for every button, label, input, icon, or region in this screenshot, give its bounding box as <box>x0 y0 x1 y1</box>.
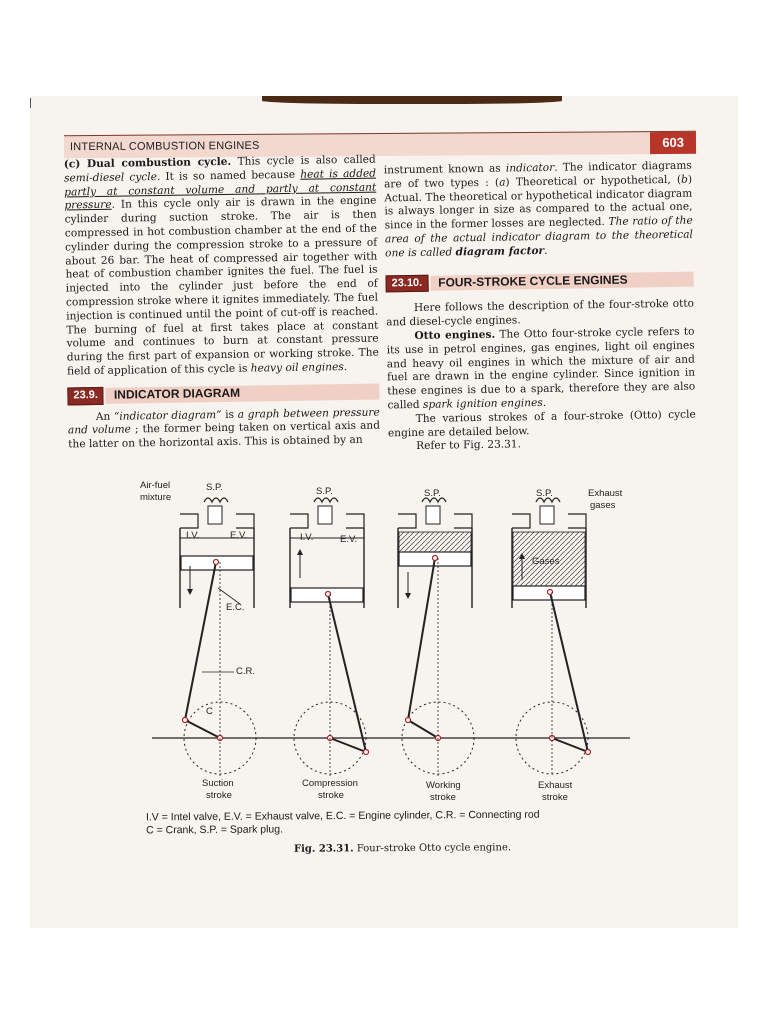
left-column <box>64 154 381 453</box>
exhaust-port <box>568 514 586 528</box>
intake-valve-label: I.V. <box>186 530 200 541</box>
figure-reference: Refer to Fig. 23.31. <box>416 438 522 453</box>
engine-cylinder-label: E.C. <box>226 602 245 613</box>
section-number: 23.10. <box>385 274 428 292</box>
stroke-name: Compression <box>302 778 358 789</box>
spark-plug <box>426 506 440 524</box>
dual-cycle-label: (c) Dual combustion cycle. <box>63 155 232 171</box>
engine-working <box>398 498 474 776</box>
spark-plug <box>540 506 554 524</box>
figure-caption-label: Fig. 23.31. <box>293 843 354 855</box>
intake-valve-label: I.V. <box>300 532 314 543</box>
figure-caption <box>294 842 511 855</box>
stroke-name: stroke <box>542 792 568 803</box>
crank-pin <box>406 718 411 723</box>
exhaust-port <box>236 514 254 528</box>
intake-port <box>398 514 416 528</box>
combustion-mixture <box>399 532 471 552</box>
strokes-intro-paragraph: The various strokes of a four-stroke (Otto) cycle engine are detailed below. <box>387 408 696 439</box>
air-fuel-label: Air-fuel <box>140 480 171 491</box>
indicator-continued-paragraph: instrument known as indicator. The indicator diagrams are of two types : (a) Theoretical or hypothetical, (b) Actual. The theoretical or hypothetical indicator diagram is always longer in size as compared to the actual one, since in the former losses are neglected. The ratio of the area of the actual indicator diagram to the theoretical one is called diagram factor. <box>383 159 693 260</box>
crank-arm <box>185 720 220 738</box>
section-title: FOUR-STROKE CYCLE ENGINES <box>430 271 694 291</box>
legend-line: C = Crank, S.P. = Spark plug. <box>146 823 284 837</box>
intake-port <box>290 514 308 528</box>
stroke-name: stroke <box>318 790 344 801</box>
book-binding <box>262 96 562 104</box>
spark-plug <box>318 506 332 524</box>
crank-arm <box>552 738 588 752</box>
margin-mark <box>30 98 31 108</box>
stroke-name: stroke <box>206 790 232 801</box>
exhaust-gases-label: Exhaust <box>588 488 623 499</box>
figure-legend <box>146 809 540 838</box>
four-stroke-engine-figure <box>140 476 640 806</box>
indicator-paragraph: An “indicator diagram” is a graph between pressure and volume ; the former being taken on vertical axis and the latter on the horizontal axis. This is obtained by an <box>67 406 381 451</box>
connecting-rod <box>408 558 435 720</box>
page-number: 603 <box>650 132 696 154</box>
gudgeon-pin <box>214 560 219 565</box>
otto-engines-paragraph: Otto engines. The Otto four-stroke cycle refers to its use in petrol engines, gas engines, light oil engines and heavy oil engines in which the mixture of air and fuel are drawn in the engine cylinder. Since ignition in these engines is due to a spark, therefore they are also called spark ignition engines. <box>386 325 696 412</box>
crank-pin <box>183 718 188 723</box>
connecting-rod <box>328 594 366 752</box>
stroke-name: Working <box>426 780 461 791</box>
four-stroke-diagram <box>140 476 640 806</box>
stroke-name: Exhaust <box>538 780 573 791</box>
exhaust-gases-label: gases <box>590 500 616 511</box>
spark-plug-label: S.P. <box>206 482 223 493</box>
stroke-name: Suction <box>202 778 234 789</box>
crank-pin <box>364 750 369 755</box>
section-number: 23.9. <box>67 387 104 405</box>
dual-combustion-paragraph: (c) Dual combustion cycle. This cycle is also called semi-diesel cycle. It is so named because heat is added partly at constant volume and partly at constant pressure. In this cycle only air is drawn in the engine cylinder during suction stroke. The air is then compressed in hot combustion chamber at the end of the cylinder during the compression stroke to a pressure of about 26 bar. The heat of compressed air together with heat of combustion chamber ignites the fuel. The fuel is injected into the cylinder just before the end of compression stroke where it ignites immediately. The fuel injection is continued until the point of cut-off is reached. The burning of fuel at first takes place at constant volume and continues to burn at constant pressure during the first part of expansion or working stroke. The field of application of this cycle is heavy oil engines. <box>63 153 379 378</box>
four-stroke-intro-paragraph: Here follows the description of the four-stroke otto and diesel-cycle engines. <box>386 297 695 329</box>
spark-plug-label: S.P. <box>316 486 333 497</box>
gudgeon-pin <box>433 556 438 561</box>
crank-pin <box>586 750 591 755</box>
legend-line: I.V = Intel valve, E.V. = Exhaust valve, E.C. = Engine cylinder, C.R. = Connecting rod <box>145 808 540 824</box>
figure-caption-text: Four-stroke Otto cycle engine. <box>353 842 512 855</box>
gases-label: Gases <box>532 556 560 567</box>
page-header <box>64 131 696 158</box>
exhaust-port <box>454 514 472 528</box>
intake-port <box>180 514 198 528</box>
exhaust-port <box>346 514 364 528</box>
stroke-name: stroke <box>430 792 456 803</box>
spark-plug <box>208 506 222 524</box>
section-heading-four-stroke <box>385 270 693 293</box>
crank-arm <box>330 738 366 752</box>
connecting-rod <box>550 592 588 752</box>
crank-label: C <box>206 706 213 717</box>
exhaust-valve-label: E.V. <box>230 530 248 541</box>
spark-plug-label: S.P. <box>536 488 553 499</box>
spark-plug-icon <box>204 498 228 502</box>
spark-plug-icon <box>314 498 338 502</box>
exhaust-valve-label: E.V. <box>340 534 358 545</box>
section-title: INDICATOR DIAGRAM <box>106 383 380 403</box>
crank-arm <box>408 720 438 738</box>
spark-plug-label: S.P. <box>424 488 441 499</box>
air-fuel-label: mixture <box>140 492 172 503</box>
running-title: INTERNAL COMBUSTION ENGINES <box>69 139 260 154</box>
section-heading-indicator <box>67 382 379 405</box>
right-column <box>384 160 697 455</box>
engine-exhaust <box>512 498 591 776</box>
connecting-rod-label: C.R. <box>236 666 255 677</box>
intake-port <box>512 514 530 528</box>
